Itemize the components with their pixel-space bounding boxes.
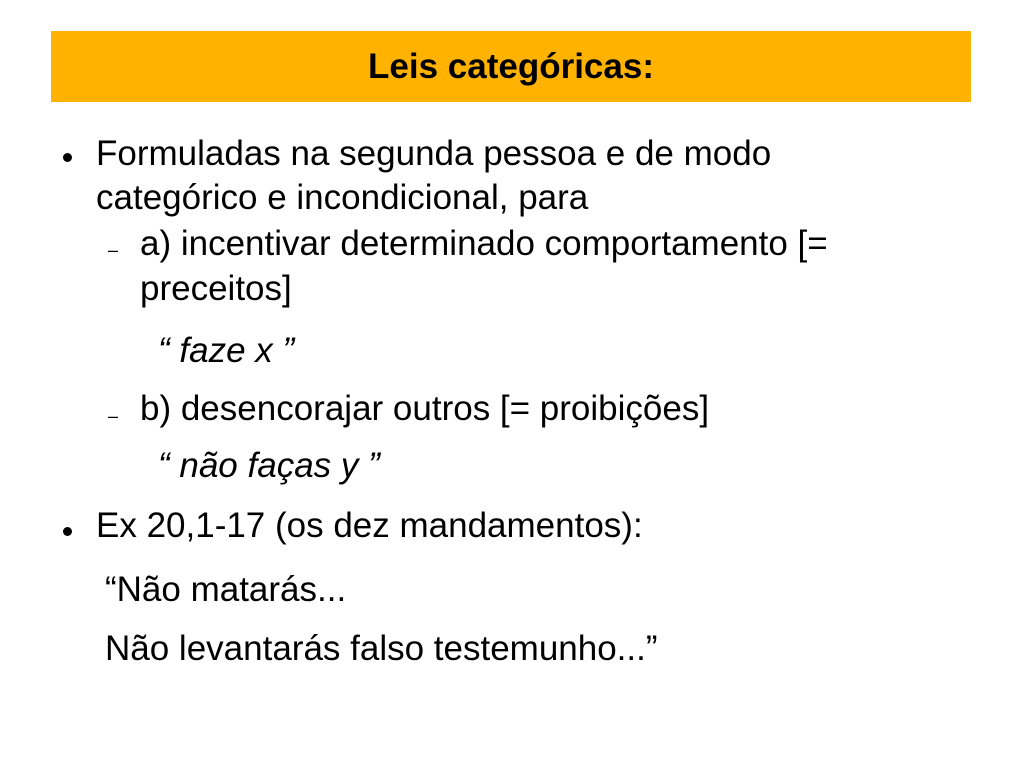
bullet-1-line-2: categórico e incondicional, para xyxy=(96,178,589,217)
sub-item-a-line-2: preceitos] xyxy=(140,269,292,308)
bullet-dot-2 xyxy=(63,527,72,536)
slide-title: Leis categóricas: xyxy=(368,47,654,86)
sub-bullet-a-marker: – xyxy=(108,240,119,260)
sub-item-b-example: “ não faças y ” xyxy=(158,446,380,485)
sub-item-b-line-1: b) desencorajar outros [= proibições] xyxy=(140,389,710,428)
quote-line-2: Não levantarás falso testemunho...” xyxy=(105,629,658,668)
title-bar xyxy=(51,31,971,102)
bullet-dot-1 xyxy=(63,153,72,162)
bullet-2-line-1: Ex 20,1-17 (os dez mandamentos): xyxy=(96,506,643,545)
sub-item-a-line-1: a) incentivar determinado comportamento [= xyxy=(140,224,828,263)
sub-bullet-b-marker: – xyxy=(108,406,119,426)
quote-line-1: “Não matarás... xyxy=(105,570,347,609)
bullet-1-line-1: Formuladas na segunda pessoa e de modo xyxy=(96,134,772,173)
sub-item-a-example: “ faze x ” xyxy=(158,331,295,370)
